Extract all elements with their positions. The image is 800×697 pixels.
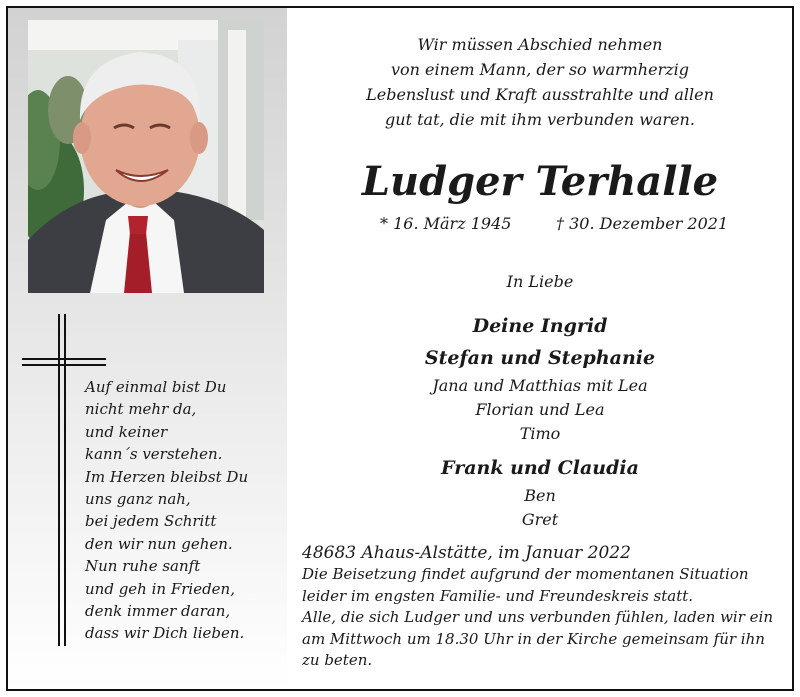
intro-line: von einem Mann, der so warmherzig [390,60,690,79]
poem-line: Auf einmal bist Du [85,378,227,396]
message-line: zu beten. [302,651,373,669]
right-column [288,8,792,689]
poem-line: uns ganz nah, [85,490,191,509]
poem-line: Im Herzen bleibst Du [85,467,249,486]
family-frank: Frank und Claudia [441,457,639,479]
poem-line: nicht mehr da, [85,400,197,419]
message-line: leider im engsten Familie- und Freundeskreis statt. [302,586,694,605]
message-line: am Mittwoch um 18.30 Uhr in der Kirche gemeinsam für ihn [302,629,765,648]
family-stefan: Stefan und Stephanie [424,347,656,369]
family-member: Gret [521,510,559,529]
poem [85,376,248,645]
poem-line: Nun ruhe sanft [85,557,201,576]
funeral-message [302,564,782,672]
closing-section [302,542,782,672]
poem-line: dass wir Dich lieben. [85,624,245,643]
left-column [8,8,287,689]
poem-line: bei jedem Schritt [85,512,217,531]
obituary-notice [6,6,794,691]
poem-line: und keiner [85,422,168,441]
message-line: Die Beisetzung findet aufgrund der momentanen Situation [302,565,749,583]
family-member: Florian und Lea [475,400,605,419]
portrait-illustration [28,20,264,293]
intro-line: Lebenslust und Kraft ausstrahlte und allen [366,85,714,104]
message-line: Alle, die sich Ludger und uns verbunden fühlen, laden wir ein [302,608,773,626]
in-love-label: In Liebe [506,272,574,291]
poem-line: denk immer daran, [85,602,231,621]
family-member: Ben [524,486,556,505]
poem-line: kann´s verstehen. [85,445,223,464]
intro-text [288,32,792,132]
birth-date: * 16. März 1945 [380,214,512,233]
family-member: Timo [519,424,561,443]
death-date: † 30. Dezember 2021 [556,214,729,233]
intro-line: Wir müssen Abschied nehmen [417,35,663,54]
poem-line: und geh in Frieden, [85,579,235,598]
portrait-photo [28,20,264,293]
family-list [288,310,792,532]
poem-line: den wir nun gehen. [85,534,233,553]
family-member: Jana und Matthias mit Lea [432,376,648,395]
family-ingrid: Deine Ingrid [472,315,608,337]
place-date: 48683 Ahaus-Alstätte, im Januar 2022 [302,543,631,563]
deceased-name: Ludger Terhalle [361,158,719,205]
intro-line: gut tat, die mit ihm verbunden waren. [385,110,695,129]
